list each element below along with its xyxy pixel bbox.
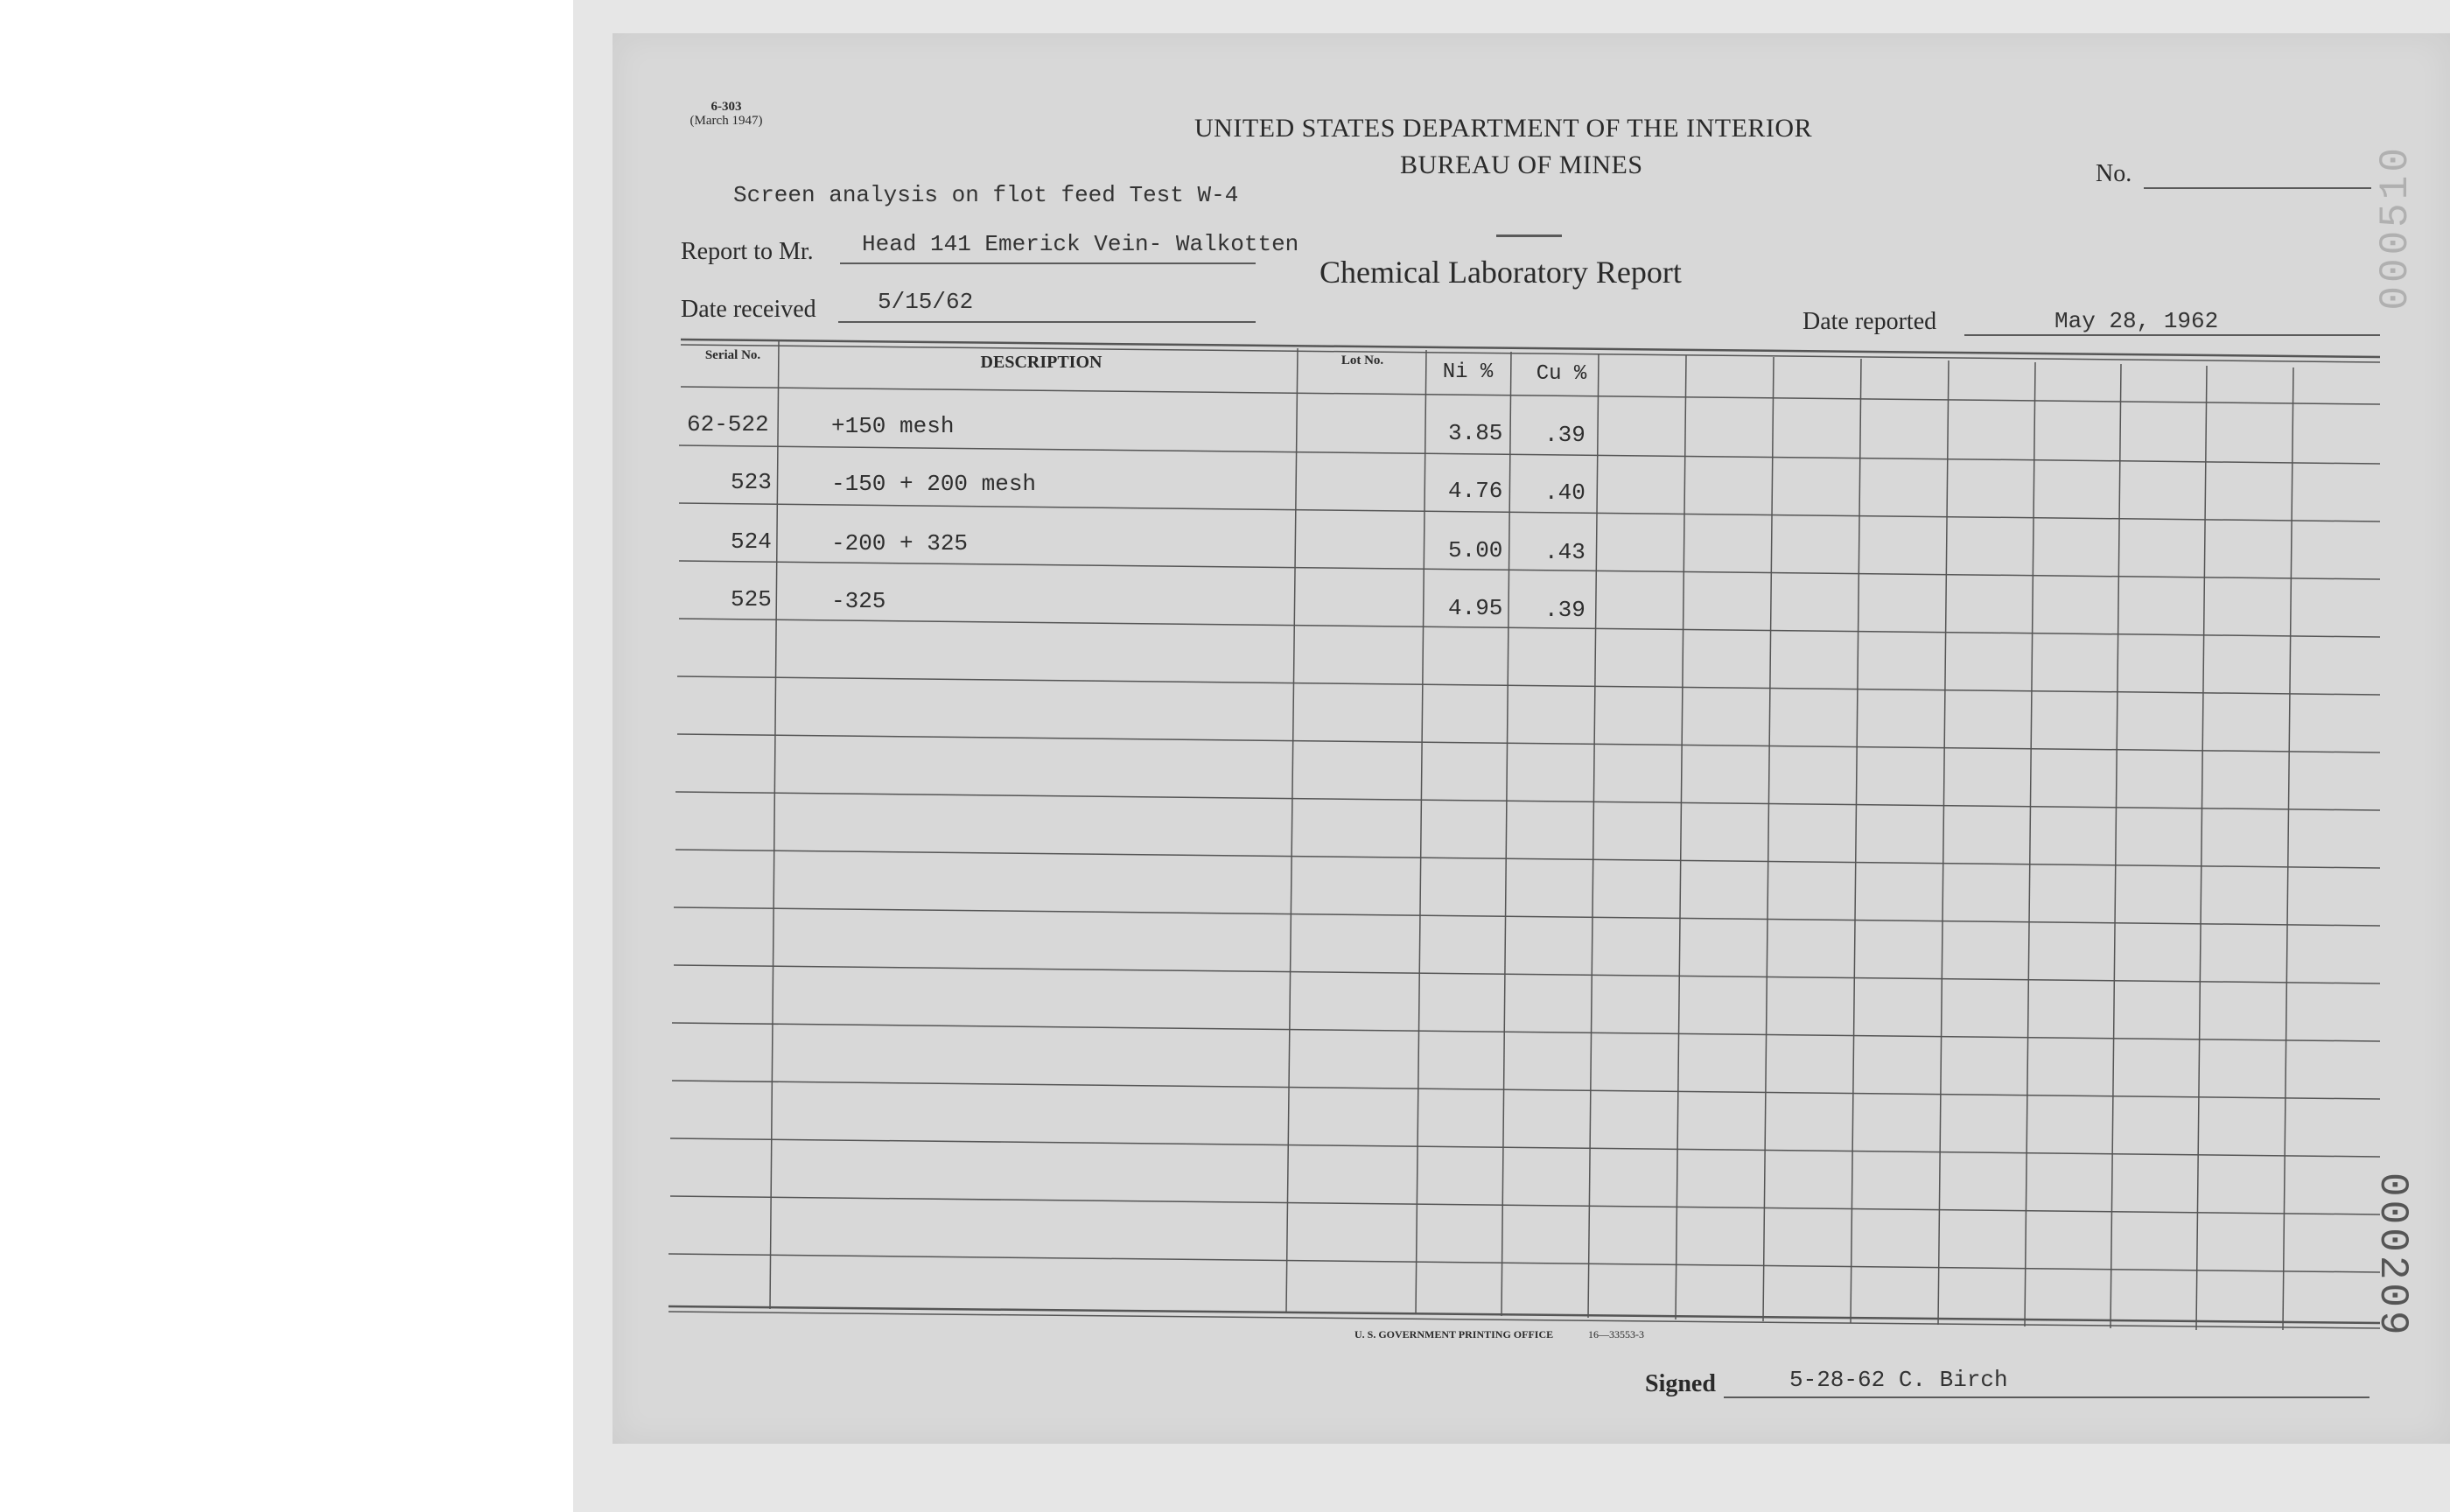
signed-label: Signed (1645, 1370, 1716, 1397)
row-ni: 4.76 (1448, 478, 1503, 504)
date-received-label: Date received (681, 296, 816, 323)
report-title: Chemical Laboratory Report (1320, 255, 1682, 290)
row-description: -325 (831, 588, 886, 614)
signed-line (1724, 1396, 2370, 1398)
row-cu: .39 (1544, 422, 1586, 448)
row-ni: 3.85 (1448, 420, 1503, 446)
header-ni: Ni % (1442, 360, 1494, 384)
row-description: -150 + 200 mesh (831, 471, 1037, 497)
row-serial: 523 (731, 469, 772, 495)
row-cu: .40 (1544, 480, 1586, 506)
date-reported-value: May 28, 1962 (2054, 308, 2219, 334)
row-serial: 525 (731, 586, 772, 612)
bureau-title: BUREAU OF MINES (1400, 150, 1643, 179)
row-description: -200 + 325 (831, 530, 969, 556)
no-label: No. (2096, 160, 2132, 187)
report-to-value: Head 141 Emerick Vein- Walkotten (862, 231, 1299, 257)
row-cu: .43 (1544, 539, 1586, 565)
print-code: 16—33553-3 (1588, 1328, 1644, 1340)
row-ni: 4.95 (1448, 595, 1503, 621)
department-title: UNITED STATES DEPARTMENT OF THE INTERIOR (1194, 114, 1813, 143)
row-serial: 524 (731, 528, 772, 555)
form-edition: (March 1947) (690, 114, 763, 128)
header-serial: Serial No. (704, 348, 761, 362)
printing-office: U. S. GOVERNMENT PRINTING OFFICE (1354, 1328, 1554, 1340)
date-reported-label: Date reported (1802, 308, 1937, 335)
subject-text: Screen analysis on flot feed Test W-4 (733, 182, 1239, 208)
row-ni: 5.00 (1448, 537, 1503, 564)
form-number-code: 6-303 (710, 100, 742, 114)
edge-number-stamp: 000510 (2373, 144, 2418, 311)
row-description: +150 mesh (831, 413, 955, 439)
report-to-label: Report to Mr. (681, 238, 814, 265)
row-serial: 62-522 (687, 411, 769, 438)
header-lot: Lot No. (1340, 354, 1384, 368)
date-received-value: 5/15/62 (878, 289, 974, 315)
row-cu: .39 (1544, 597, 1586, 623)
signed-value: 5-28-62 C. Birch (1789, 1367, 2008, 1393)
page-number-stamp: 000209 (2370, 1172, 2415, 1339)
header-description: DESCRIPTION (980, 353, 1102, 372)
header-cu: Cu % (1536, 362, 1587, 386)
